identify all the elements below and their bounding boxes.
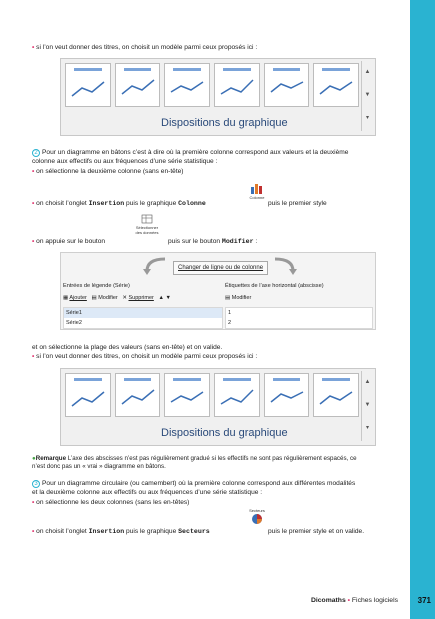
- list-item[interactable]: Série2: [66, 320, 82, 326]
- layout-option[interactable]: [264, 373, 310, 417]
- text-line: 2 Pour un diagramme en bâtons c’est à dire où la première colonne correspond aux valeurs et la deuxième: [32, 149, 348, 157]
- legend-entries-heading: Entrées de légende (Série): [63, 283, 130, 289]
- layout-option[interactable]: [313, 63, 359, 107]
- axis-labels-heading: Étiquettes de l’axe horizontal (abscisse): [225, 283, 324, 289]
- list-item[interactable]: Série1: [64, 308, 222, 318]
- list-item[interactable]: 2: [228, 320, 232, 326]
- remark-line: ●Remarque L’axe des abscisses n’est pas régulièrement gradué si les effectifs ne sont pas régulièrement espacés, ce: [32, 455, 357, 462]
- curved-arrow-left-icon: [141, 257, 167, 275]
- switch-row-column-button[interactable]: Changer de ligne ou de colonne: [173, 261, 268, 275]
- layout-option[interactable]: [65, 63, 111, 107]
- gallery-title: Dispositions du graphique: [161, 117, 288, 129]
- layout-option[interactable]: [264, 63, 310, 107]
- gallery-title: Dispositions du graphique: [161, 427, 288, 439]
- modify-axis-button[interactable]: ▤ Modifier: [225, 295, 252, 301]
- page-number: 371: [417, 596, 431, 605]
- move-down-icon[interactable]: ▼: [165, 295, 171, 301]
- remark-icon: ●: [32, 455, 36, 462]
- gallery-scrollbar[interactable]: ▲ ▼ ▾: [361, 371, 373, 441]
- text-line: • si l’on veut donner des titres, on choisit un modèle parmi ceux proposés ici :: [32, 353, 258, 360]
- layout-option[interactable]: [65, 373, 111, 417]
- list-item[interactable]: 1: [228, 310, 232, 316]
- text-line: • si l’on veut donner des titres, on choisit un modèle parmi ceux proposés ici :: [32, 44, 258, 51]
- text-line: et la deuxième colonne aux effectifs ou aux fréquences d’une série statistique :: [32, 489, 263, 496]
- layout-option[interactable]: [313, 373, 359, 417]
- layout-option[interactable]: [164, 63, 210, 107]
- page-sidebar-band: [410, 0, 435, 619]
- text-line: • on appuie sur le bouton: [32, 238, 106, 245]
- layout-option[interactable]: [115, 373, 161, 417]
- curved-arrow-right-icon: [273, 257, 299, 275]
- remark-line: n’est donc pas un « vrai » diagramme en bâtons.: [32, 463, 166, 470]
- delete-series-button[interactable]: ✕ Supprimer: [122, 295, 154, 301]
- layout-option[interactable]: [164, 373, 210, 417]
- select-data-dialog: [60, 252, 376, 330]
- text-line: et on sélectionne la plage des valeurs (sans en-tête) et on valide.: [32, 344, 223, 351]
- axis-toolbar: [225, 293, 251, 304]
- add-series-button[interactable]: ▦ Ajouter: [63, 295, 87, 301]
- modify-series-button[interactable]: ▤ Modifier: [91, 295, 118, 301]
- colonne-chart-icon[interactable]: Colonne: [244, 182, 270, 204]
- layout-option[interactable]: [214, 373, 260, 417]
- text-line: colonne aux effectifs ou aux fréquences d’une série statistique :: [32, 158, 218, 165]
- text-line: puis sur le bouton Modifier :: [168, 238, 258, 245]
- text-line: 3 Pour un diagramme circulaire (ou camembert) où la première colonne correspond aux différentes modalités: [32, 480, 355, 488]
- layout-option[interactable]: [115, 63, 161, 107]
- text-line: puis le premier style: [268, 200, 327, 207]
- text-line: • on sélectionne la deuxième colonne (sans en-tête): [32, 168, 184, 175]
- secteurs-chart-icon[interactable]: Secteurs: [244, 508, 270, 530]
- legend-toolbar: [63, 293, 171, 304]
- chart-layouts-gallery-2: [60, 368, 376, 446]
- chart-layouts-gallery: [60, 58, 376, 136]
- select-data-icon[interactable]: Sélectionner des données: [132, 214, 162, 236]
- text-line: • on sélectionne les deux colonnes (sans les en-têtes): [32, 499, 190, 506]
- layout-option[interactable]: [214, 63, 260, 107]
- page-footer: Dicomaths • Fiches logiciels: [310, 597, 398, 604]
- series-list[interactable]: [63, 307, 223, 329]
- gallery-scrollbar[interactable]: ▲ ▼ ▾: [361, 61, 373, 131]
- axis-values-list[interactable]: [225, 307, 373, 329]
- text-line: puis le premier style et on valide.: [268, 528, 365, 535]
- move-up-icon[interactable]: ▲: [158, 295, 164, 301]
- text-line: • on choisit l’onglet Insertion puis le graphique Colonne: [32, 200, 206, 207]
- text-line: • on choisit l’onglet Insertion puis le graphique Secteurs: [32, 528, 210, 535]
